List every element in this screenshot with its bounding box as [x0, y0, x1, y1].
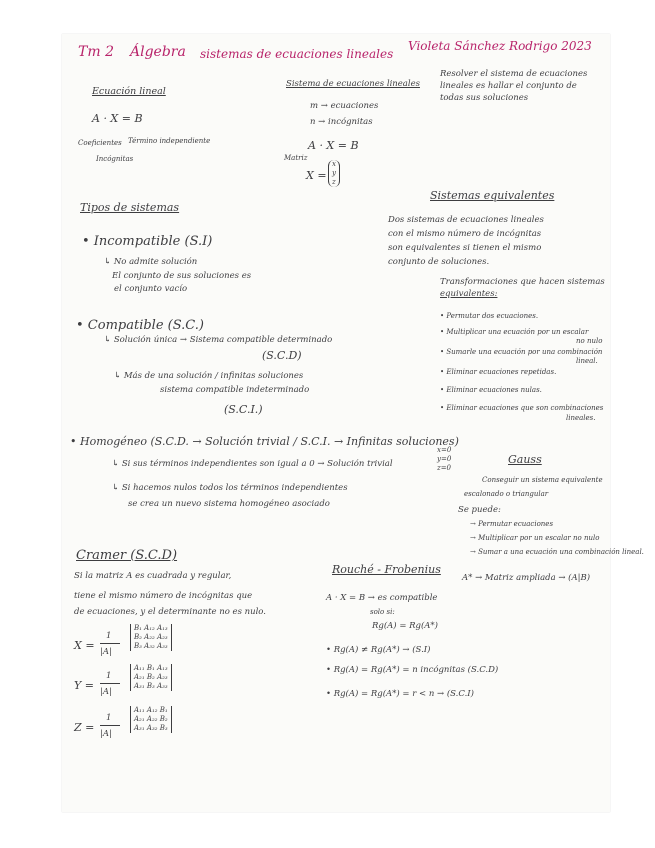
gauss-item-3: → Sumar a una ecuación una combinación lineal. — [470, 548, 644, 556]
label-incognitas: Incógnitas — [96, 155, 134, 163]
gauss-p2: escalonado o triangular — [464, 490, 549, 498]
label-coeficientes: Coeficientes — [78, 139, 122, 147]
compatible-sci: (S.C.I.) — [224, 403, 263, 416]
incompatible-line-3: el conjunto vacío — [114, 284, 188, 294]
rouche-l5: • Rg(A) = Rg(A*) = n incógnitas (S.C.D) — [326, 665, 499, 675]
incompatible-line-1: ↳ No admite solución — [104, 257, 198, 267]
cramer-p2: tiene el mismo número de incógnitas que — [74, 591, 253, 601]
ecuacion-lineal-heading: Ecuación lineal — [92, 86, 166, 97]
rouche-l2: solo si: — [370, 608, 395, 616]
cramer-z-den: |A| — [100, 729, 112, 739]
gauss-item-1: → Permutar ecuaciones — [470, 520, 554, 528]
cramer-x-den: |A| — [100, 647, 112, 657]
ecuacion-lineal-formula: A · X = B — [92, 112, 143, 125]
rouche-heading: Rouché - Frobenius — [332, 563, 441, 576]
homogeneo-line-3: se crea un nuevo sistema homogéneo asociado — [128, 499, 330, 509]
cramer-x-lhs: X = — [74, 639, 95, 652]
transformacion-5: • Eliminar ecuaciones nulas. — [440, 386, 542, 394]
cramer-z-num: 1 — [106, 713, 112, 723]
transformaciones-line-1: Transformaciones que hacen sistemas — [440, 277, 605, 287]
cramer-x-num: 1 — [106, 631, 112, 641]
sistema-resolver-text: Resolver el sistema de ecuaciones lineales es hallar el conjunto de todas sus soluciones — [440, 69, 588, 103]
compatible-line-3: sistema compatible indeterminado — [160, 385, 310, 395]
equivalentes-heading: Sistemas equivalentes — [430, 189, 555, 202]
gauss-p1: Conseguir un sistema equivalente — [482, 476, 603, 484]
sistema-heading: Sistema de ecuaciones lineales — [286, 79, 420, 89]
determinant-row: B₂ A₂₂ A₂₃ — [134, 633, 168, 641]
determinant-row: A₃₁ B₃ A₃₃ — [134, 682, 168, 690]
transformacion-3: • Sumarle una ecuación por una combinación — [440, 348, 603, 356]
determinant-row: A₂₁ A₂₂ B₂ — [134, 715, 168, 723]
transformacion-3-extra: lineal. — [576, 357, 598, 365]
sistema-x-label: X = — [306, 169, 327, 182]
sistema-n: n → incógnitas — [310, 117, 373, 127]
cramer-z-lhs: Z = — [74, 721, 95, 734]
transformacion-2: • Multiplicar una ecuación por un escalar — [440, 328, 589, 336]
cramer-y-lhs: Y = — [74, 679, 94, 692]
tipo-incompatible: • Incompatible (S.I) — [82, 234, 213, 249]
cramer-y-fraction-bar — [100, 683, 120, 684]
determinant-row: B₃ A₃₂ A₃₃ — [134, 642, 168, 650]
tipos-heading: Tipos de sistemas — [80, 201, 180, 214]
title-topic-number: Tm 2 — [78, 44, 114, 60]
cramer-y-num: 1 — [106, 671, 112, 681]
transformacion-4: • Eliminar ecuaciones repetidas. — [440, 368, 557, 376]
equivalentes-p1: Dos sistemas de ecuaciones lineales — [388, 215, 544, 225]
gauss-matriz-ampliada: A* → Matriz ampliada → (A|B) — [462, 573, 591, 583]
vector-x: x y z — [328, 160, 340, 187]
cramer-p3: de ecuaciones, y el determinante no es nulo. — [74, 607, 266, 617]
rouche-l6: • Rg(A) = Rg(A*) = r < n → (S.C.I) — [326, 689, 474, 699]
homogeneo-y0: y=0 — [437, 455, 452, 463]
gauss-se-puede: Se puede: — [458, 505, 501, 515]
determinant-row: A₁₁ B₁ A₁₃ — [134, 664, 168, 672]
transformacion-6: • Eliminar ecuaciones que son combinaciones — [440, 404, 604, 412]
compatible-line-2: ↳ Más de una solución / infinitas soluciones — [114, 371, 304, 381]
transformacion-6-extra: lineales. — [566, 414, 596, 422]
cramer-det-x — [130, 624, 172, 651]
transformaciones-line-2: equivalentes: — [440, 289, 498, 299]
rouche-l4: • Rg(A) ≠ Rg(A*) → (S.I) — [326, 645, 431, 655]
incompatible-line-2: El conjunto de sus soluciones es — [112, 271, 252, 281]
homogeneo-line-1: ↳ Si sus términos independientes son igual a 0 → Solución trivial — [112, 459, 393, 469]
compatible-scd: (S.C.D) — [262, 349, 302, 362]
equivalentes-p4: conjunto de soluciones. — [388, 257, 490, 267]
gauss-heading: Gauss — [508, 453, 542, 466]
homogeneo-z0: z=0 — [437, 464, 452, 472]
transformacion-1: • Permutar dos ecuaciones. — [440, 312, 539, 320]
cramer-p1: Si la matriz A es cuadrada y regular, — [74, 571, 232, 581]
gauss-item-2: → Multiplicar por un escalar no nulo — [470, 534, 600, 542]
label-matriz: Matriz — [284, 154, 308, 162]
equivalentes-p3: son equivalentes si tienen el mismo — [388, 243, 542, 253]
cramer-x-fraction-bar — [100, 643, 120, 644]
determinant-row: B₁ A₁₂ A₁₃ — [134, 624, 168, 632]
homogeneo-line-2: ↳ Si hacemos nulos todos los términos independientes — [112, 483, 348, 493]
cramer-det-y — [130, 664, 172, 691]
transformacion-2-extra: no nulo — [576, 337, 603, 345]
cramer-heading: Cramer (S.C.D) — [76, 548, 178, 563]
compatible-line-1: ↳ Solución única → Sistema compatible determinado — [104, 335, 333, 345]
title-author: Violeta Sánchez Rodrigo 2023 — [408, 39, 592, 53]
cramer-y-den: |A| — [100, 687, 112, 697]
cramer-z-fraction-bar — [100, 725, 120, 726]
determinant-row: A₃₁ A₃₂ B₃ — [134, 724, 168, 732]
tipo-homogeneo: • Homogéneo (S.C.D. → Solución trivial / S.C.I. → Infinitas soluciones) — [70, 435, 459, 448]
sistema-formula: A · X = B — [308, 139, 359, 152]
homogeneo-x0: x=0 — [437, 446, 452, 454]
title-topic: sistemas de ecuaciones lineales — [200, 47, 394, 61]
equivalentes-p2: con el mismo número de incógnitas — [388, 229, 542, 239]
determinant-row: A₁₁ A₁₂ B₁ — [134, 706, 168, 714]
tipo-compatible: • Compatible (S.C.) — [76, 318, 204, 333]
determinant-row: A₂₁ B₂ A₂₃ — [134, 673, 168, 681]
label-termino-independiente: Término independiente — [128, 137, 211, 145]
rouche-l3: Rg(A) = Rg(A*) — [372, 621, 438, 631]
cramer-det-z — [130, 706, 172, 733]
sistema-m: m → ecuaciones — [310, 101, 379, 111]
rouche-l1: A · X = B → es compatible — [326, 593, 438, 603]
title-subject: Álgebra — [130, 44, 186, 60]
